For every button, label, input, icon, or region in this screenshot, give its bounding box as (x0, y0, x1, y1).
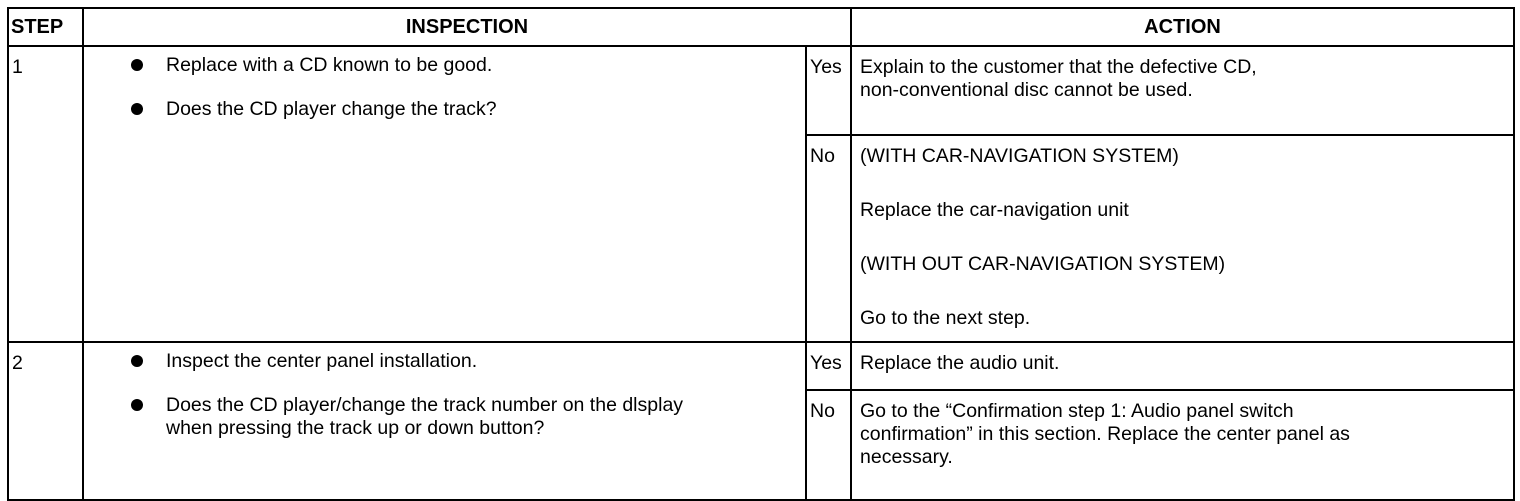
step-number: 1 (8, 46, 83, 342)
inspection-item (130, 394, 726, 440)
inspection-item (130, 54, 795, 77)
header-row (8, 8, 1514, 46)
yes-label: Yes (806, 46, 851, 135)
bullet-icon (131, 355, 143, 367)
inspection-item (130, 350, 795, 373)
yes-action-cell (851, 46, 1514, 135)
no-action-cell (851, 135, 1514, 342)
inspection-text: Does the CD player/change the track number on the dlsplay when pressing the track up or down button? (166, 394, 684, 439)
action-paragraph: Go to the next step. (860, 307, 1031, 329)
bullet-icon (131, 399, 143, 411)
step-number: 2 (8, 342, 83, 500)
action-line: confirmation” in this section. Replace the center panel as (860, 423, 1350, 445)
troubleshooting-table (7, 7, 1515, 501)
inspection-header: INSPECTION (83, 8, 851, 46)
action-line: Go to the “Confirmation step 1: Audio panel switch (860, 400, 1294, 422)
no-label: No (806, 390, 851, 500)
action-line: Replace the audio unit. (860, 352, 1060, 374)
no-action-cell (851, 390, 1514, 500)
inspection-text: Replace with a CD known to be good. (166, 54, 493, 76)
action-paragraph: Replace the car-navigation unit (860, 199, 1129, 221)
bullet-icon (131, 59, 143, 71)
yes-action-cell (851, 342, 1514, 390)
table-row (8, 342, 1514, 390)
troubleshooting-table-container (7, 7, 1515, 501)
inspection-cell (83, 46, 806, 342)
action-paragraph: (WITH CAR-NAVIGATION SYSTEM) (860, 145, 1179, 167)
table-row (8, 46, 1514, 135)
yes-label: Yes (806, 342, 851, 390)
action-line: necessary. (860, 446, 953, 468)
no-label: No (806, 135, 851, 342)
bullet-icon (131, 103, 143, 115)
inspection-cell (83, 342, 806, 500)
action-paragraph: (WITH OUT CAR-NAVIGATION SYSTEM) (860, 253, 1226, 275)
inspection-text: Does the CD player change the track? (166, 98, 497, 120)
action-line: non-conventional disc cannot be used. (860, 79, 1193, 101)
step-header: STEP (8, 8, 83, 46)
action-line: Explain to the customer that the defective CD, (860, 56, 1257, 78)
inspection-item (130, 98, 795, 121)
action-header: ACTION (851, 8, 1514, 46)
inspection-text: Inspect the center panel installation. (166, 350, 478, 372)
